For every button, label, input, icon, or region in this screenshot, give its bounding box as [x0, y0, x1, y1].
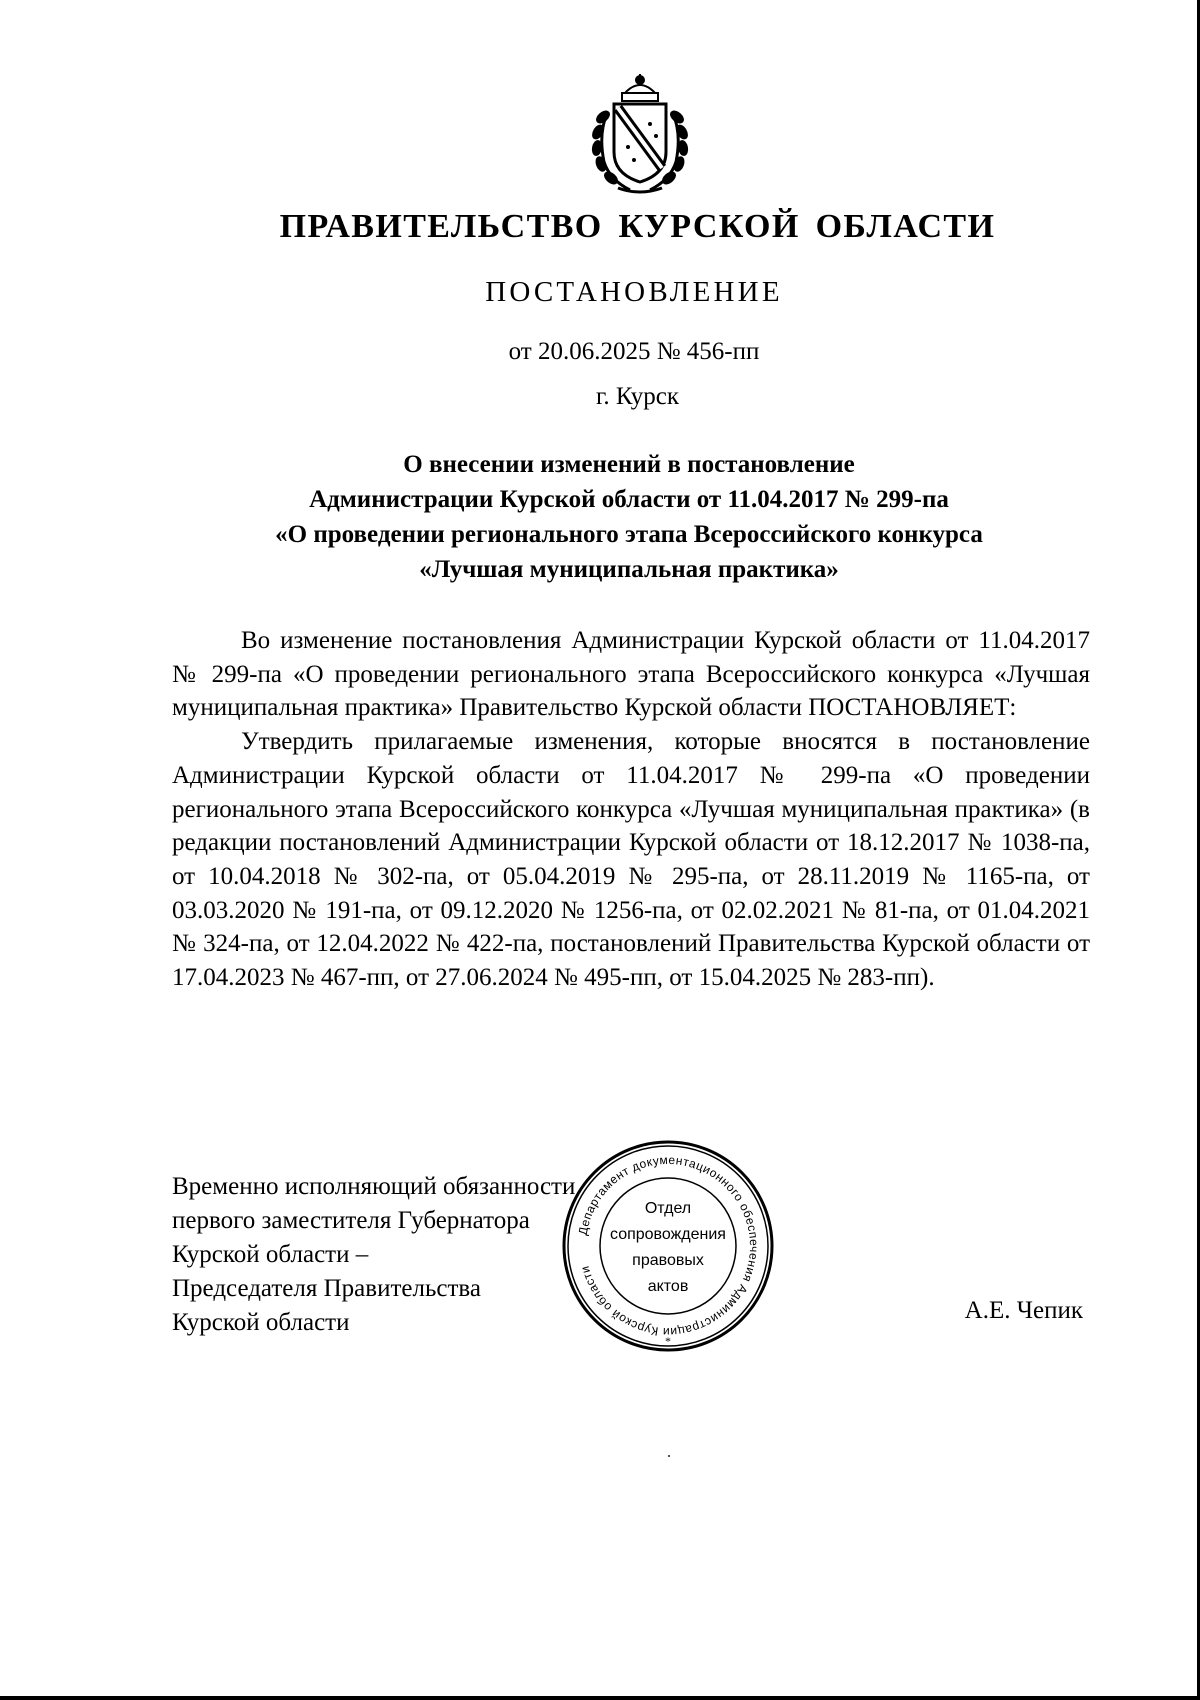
signer-line: Председателя Правительства [172, 1275, 481, 1302]
signer-position [172, 1170, 575, 1340]
stamp-line: сопровождения [610, 1226, 726, 1243]
scan-edge-bottom [0, 1696, 1200, 1700]
subject-line: «Лучшая муниципальная практика» [419, 556, 839, 583]
svg-text:*: * [665, 1334, 671, 1348]
kursk-oblast-coat-of-arms-icon [578, 72, 702, 198]
organization-title: ПРАВИТЕЛЬСТВО КУРСКОЙ ОБЛАСТИ [279, 208, 996, 245]
scan-speck [668, 1455, 670, 1457]
document-city: г. Курск [596, 383, 679, 410]
signer-name: А.Е. Чепик [964, 1297, 1083, 1324]
body-paragraph: Утвердить прилагаемые изменения, которые вносятся в постановление Администрации Курской области от 11.04.2017 № 299-па «О проведении регионального этапа Всероссийского конкурса «Лучшая муниципальная практика» (в редакции постановлений Администрации Курской области от 18.12.2017 № 1038-па, от 10.04.2018 № 302-па, от 05.04.2019 № 295-па, от 28.11.2019 № 1165-па, от 03.03.2020 № 191-па, от 09.12.2020 № 1256-па, от 02.02.2021 № 81-па, от 01.04.2021 № 324-па, от 12.04.2022 № 422-па, постановлений Правительства Курской области от 17.04.2023 № 467-пп, от 27.06.2024 № 495-пп, от 15.04.2025 № 283-пп). [172, 728, 1090, 992]
stamp-line: правовых [632, 1252, 704, 1269]
signer-line: Курской области – [172, 1241, 369, 1268]
stamp-line: актов [647, 1278, 689, 1295]
signer-line: Курской области [172, 1309, 350, 1336]
document-subject [0, 447, 1200, 587]
stamp-center-text [560, 1196, 776, 1300]
subject-line: «О проведении регионального этапа Всероссийского конкурса [275, 521, 983, 548]
signer-line: первого заместителя Губернатора [172, 1207, 530, 1234]
body-paragraph: Во изменение постановления Администрации Курской области от 11.04.2017 № 299-па «О проведении регионального этапа Всероссийского конкурса «Лучшая муниципальная практика» Правительство Курской области ПОСТАНОВЛЯЕТ: [172, 627, 1090, 722]
signer-line: Временно исполняющий обязанности [172, 1173, 576, 1200]
document-body [172, 624, 1090, 995]
stamp-line: Отдел [644, 1200, 692, 1217]
subject-line: Администрации Курской области от 11.04.2017 № 299-па [309, 486, 949, 513]
stamp-ring-text: Департамент документационного обеспечения Администрации Курской области [575, 1152, 762, 1340]
subject-line: О внесении изменений в постановление [403, 451, 855, 478]
document-type: ПОСТАНОВЛЕНИЕ [485, 276, 783, 308]
document-date-number: от 20.06.2025 № 456-пп [508, 338, 760, 365]
